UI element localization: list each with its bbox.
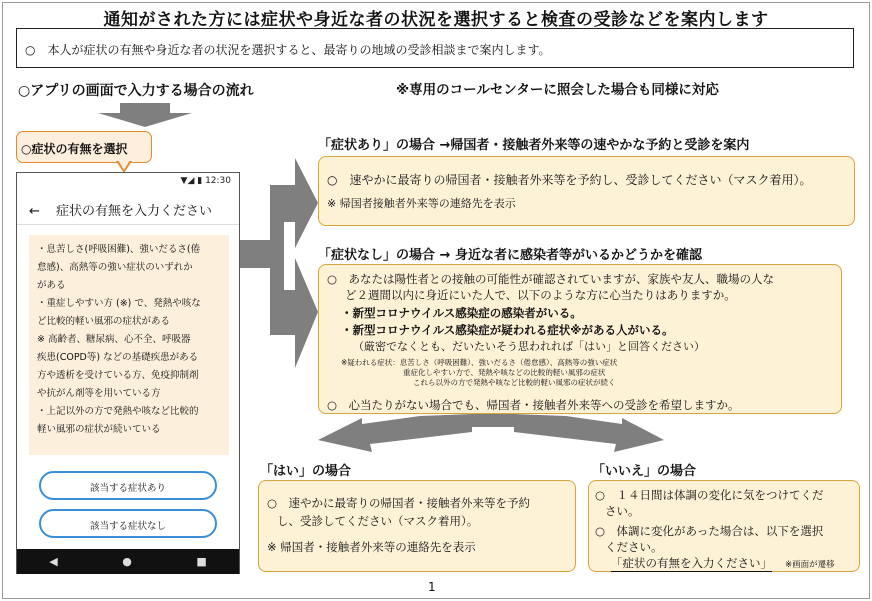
- symptoms-yes-heading: 「症状あり」の場合 →帰国者・接触者外来等の速やかな予約と受診を案内: [318, 138, 750, 153]
- answer-no-line1: ○ １４日間は体調の変化に気をつけてくだ: [595, 488, 824, 502]
- symptom-line: 方や透析を受けている方、免疫抑制剤: [37, 370, 199, 381]
- split-stem: [472, 412, 514, 427]
- answer-yes-line1: ○ 速やかに最寄りの帰国者・接触者外来等を予約: [267, 496, 531, 510]
- app-bar: [17, 191, 239, 225]
- symptoms-no-heading: 「症状なし」の場合 → 身近な者に感染者等がいるかどうかを確認: [318, 248, 702, 263]
- android-nav-bar: [17, 549, 239, 574]
- answer-no-line2: さい。: [605, 504, 640, 518]
- screen-title: 症状の有無を入力ください: [56, 204, 213, 219]
- down-left-arrow-icon: [318, 414, 472, 452]
- connector-bar: [240, 240, 270, 268]
- symptom-no-button[interactable]: 該当する症状なし: [39, 509, 217, 538]
- symptoms-no-box: [318, 264, 842, 414]
- suspected-symptom-note: 重症化しやすい方で、発熱や咳などの比較的軽い風邪の症状: [403, 368, 606, 377]
- symptom-line: ※ 高齢者、糖尿病、心不全、呼吸器: [37, 334, 191, 345]
- answer-no-box: [588, 480, 860, 572]
- phone-mockup: [16, 172, 240, 574]
- symptoms-no-line: ○ あなたは陽性者との接触の可能性が確認されていますが、家族や友人、職場の人な: [327, 272, 775, 286]
- symptom-list: [29, 235, 229, 455]
- call-center-note: ※専用のコールセンターに照会した場合も同様に対応: [396, 82, 719, 98]
- answer-yes-box: [258, 480, 576, 572]
- symptom-line: ど比較的軽い風邪の症状がある: [37, 316, 171, 327]
- suspected-symptom-note: これら以外の方で発熱や咳など比較的軽い風邪の症状が続く: [413, 378, 616, 387]
- symptom-line: や抗がん剤等を用いている方: [37, 388, 161, 399]
- symptoms-no-line: ・新型コロナウイルス感染症の感染者がいる。: [341, 306, 582, 320]
- symptom-line: 軽い風邪の症状が続いている: [37, 424, 161, 435]
- symptom-yes-button[interactable]: 該当する症状あり: [39, 471, 217, 500]
- back-arrow-icon[interactable]: ←: [29, 204, 40, 219]
- symptoms-yes-line1: ○ 速やかに最寄りの帰国者・接触者外来等を予約し、受診してください（マスク着用）。: [327, 173, 812, 187]
- screen-transition-note: ※画面が遷移: [785, 560, 835, 570]
- symptom-line: 疾患(COPD等) などの基礎疾患がある: [37, 352, 199, 363]
- answer-yes-heading: 「はい」の場合: [260, 464, 352, 479]
- symptoms-no-line: ど２週間以内に身近にいた人で、以下のような方に心当たりはありますか。: [345, 288, 736, 302]
- symptom-line: ・上記以外の方で発熱や咳など比較的: [37, 406, 199, 417]
- symptoms-yes-box: [318, 156, 855, 226]
- status-bar: [17, 173, 239, 191]
- answer-no-line3: ○ 体調に変化があった場合は、以下を選択: [595, 524, 824, 538]
- answer-yes-line2: し、受診してください（マスク着用）。: [277, 514, 479, 528]
- flow-title: ○アプリの画面で入力する場合の流れ: [18, 83, 254, 99]
- select-symptom-callout: ○症状の有無を選択: [16, 131, 152, 163]
- symptom-line: ・息苦しさ(呼吸困難)、強いだるさ(倦: [37, 244, 201, 255]
- symptoms-no-line: （厳密でなくとも、だいたいそう思われれば「はい」と回答ください）: [353, 340, 705, 353]
- symptoms-no-line: ・新型コロナウイルス感染症が疑われる症状※がある人がいる。: [341, 323, 674, 337]
- down-right-arrow-icon: [514, 414, 664, 452]
- page-number: 1: [428, 580, 436, 594]
- answer-no-heading: 「いいえ」の場合: [592, 464, 697, 479]
- symptom-line: 怠感)、高熱等の強い症状のいずれか: [37, 262, 193, 273]
- symptom-line: ・重症しやすい方 (※) で、発熱や咳な: [37, 298, 201, 309]
- callout-tail-inner: [118, 160, 130, 170]
- connector-vertical: [270, 200, 284, 320]
- page-title: 通知がされた方には症状や身近な者の状況を選択すると検査の受診などを案内します: [103, 10, 769, 30]
- symptom-line: がある: [37, 280, 66, 291]
- symptoms-no-last-line: ○ 心当たりがない場合でも、帰国者・接触者外来等への受診を希望しますか。: [327, 398, 740, 412]
- answer-yes-line3: ※ 帰国者・接触者外来等の連絡先を表示: [267, 540, 476, 554]
- symptoms-yes-line2: ※ 帰国者接触者外来等の連絡先を表示: [327, 197, 516, 210]
- suspected-symptom-note: ※疑われる症状：息苦しさ（呼吸困難）、強いだるさ（倦怠感）、高熱等の強い症状: [341, 358, 618, 367]
- signal-battery-icon: ▼◢ ▮: [180, 176, 203, 186]
- down-arrow-icon: [98, 103, 192, 127]
- symptom-input-link[interactable]: 「症状の有無を入力ください」: [611, 556, 772, 570]
- nav-recent-icon[interactable]: ■: [196, 555, 207, 568]
- nav-home-icon[interactable]: ●: [122, 555, 132, 568]
- intro-box: ○ 本人が症状の有無や身近な者の状況を選択すると、最寄りの地域の受診相談まで案内します。: [16, 28, 854, 68]
- answer-no-line4: ください。: [605, 540, 663, 554]
- status-time: 12:30: [205, 176, 231, 186]
- nav-back-icon[interactable]: ◀: [49, 555, 58, 568]
